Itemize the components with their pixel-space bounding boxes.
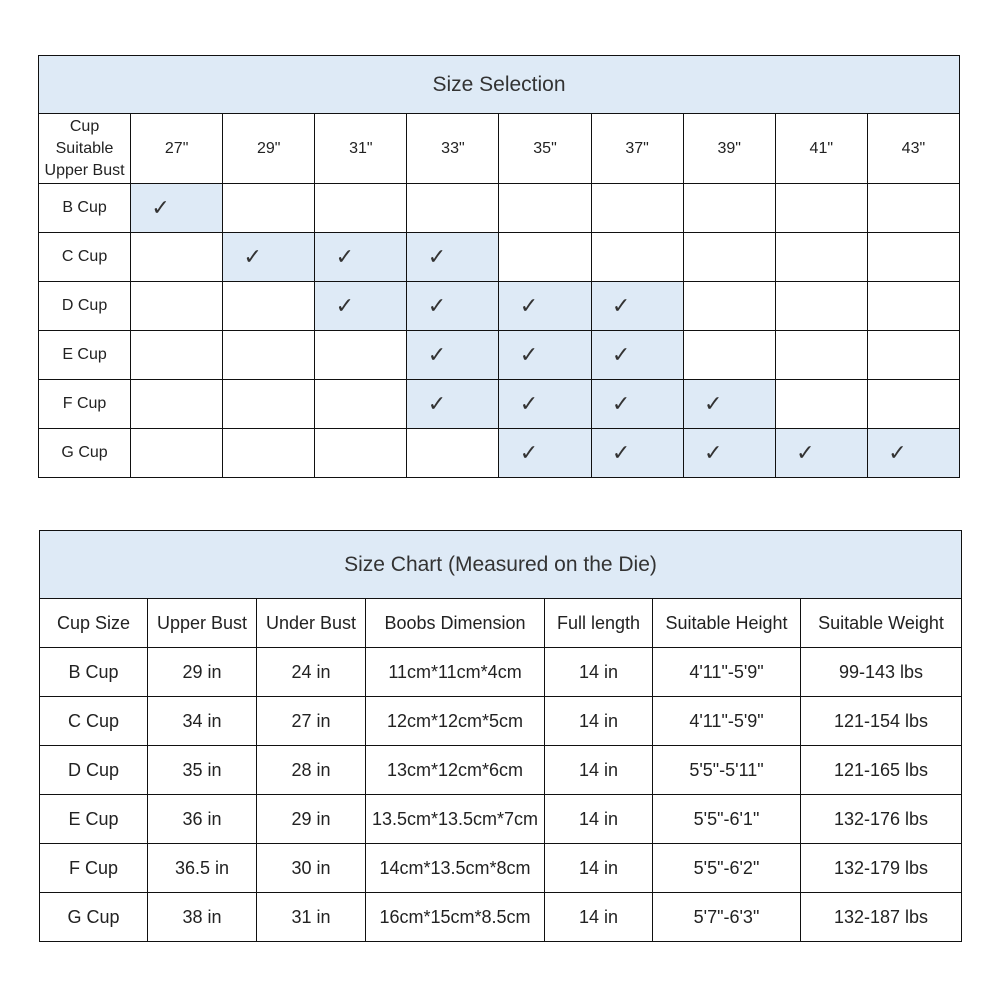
empty-cell <box>683 184 775 233</box>
empty-cell <box>223 282 315 331</box>
empty-cell <box>591 233 683 282</box>
fit-cell <box>499 331 591 380</box>
table-cell: 16cm*15cm*8.5cm <box>366 893 545 942</box>
empty-cell <box>131 282 223 331</box>
table-cell: D Cup <box>40 746 148 795</box>
size-header: 35" <box>499 114 591 184</box>
column-header: Suitable Weight <box>801 599 962 648</box>
table-cell: 132-179 lbs <box>801 844 962 893</box>
size-chart-title: Size Chart (Measured on the Die) <box>40 531 962 599</box>
table-cell: 36 in <box>148 795 257 844</box>
checkmark-icon: ✓ <box>335 244 355 269</box>
empty-cell <box>683 233 775 282</box>
table-cell: 29 in <box>148 648 257 697</box>
checkmark-icon: ✓ <box>519 342 539 367</box>
checkmark-icon: ✓ <box>151 195 170 220</box>
table-cell: 29 in <box>257 795 366 844</box>
table-cell: 14cm*13.5cm*8cm <box>366 844 545 893</box>
size-selection-row <box>39 184 960 233</box>
table-cell: 5'5"-6'1" <box>653 795 801 844</box>
table-cell: G Cup <box>40 893 148 942</box>
empty-cell <box>867 184 959 233</box>
cup-label: F Cup <box>39 380 131 429</box>
empty-cell <box>407 184 499 233</box>
size-header: 39" <box>683 114 775 184</box>
size-header: 31" <box>315 114 407 184</box>
size-selection-row <box>39 429 960 478</box>
empty-cell <box>223 184 315 233</box>
size-header: 27" <box>131 114 223 184</box>
empty-cell <box>223 429 315 478</box>
column-header: Boobs Dimension <box>366 599 545 648</box>
corner-header-line: Suitable <box>55 139 114 157</box>
checkmark-icon: ✓ <box>519 391 539 416</box>
table-cell: 28 in <box>257 746 366 795</box>
cup-label: C Cup <box>39 233 131 282</box>
size-header: 37" <box>591 114 683 184</box>
fit-cell <box>591 282 683 331</box>
corner-header-line: Cup <box>69 117 100 135</box>
empty-cell <box>223 331 315 380</box>
checkmark-icon: ✓ <box>519 293 539 318</box>
table-cell: 132-176 lbs <box>801 795 962 844</box>
checkmark-icon: ✓ <box>611 342 631 367</box>
empty-cell <box>775 380 867 429</box>
cup-upper-bust-header <box>39 114 131 184</box>
cup-label: E Cup <box>39 331 131 380</box>
table-cell: 4'11"-5'9" <box>653 697 801 746</box>
size-selection-row <box>39 331 960 380</box>
fit-cell <box>867 429 959 478</box>
table-cell: 121-154 lbs <box>801 697 962 746</box>
table-cell: 13.5cm*13.5cm*7cm <box>366 795 545 844</box>
empty-cell <box>775 331 867 380</box>
fit-cell <box>315 233 407 282</box>
cup-label: G Cup <box>39 429 131 478</box>
empty-cell <box>315 429 407 478</box>
checkmark-icon: ✓ <box>427 391 447 416</box>
empty-cell <box>499 184 591 233</box>
size-selection-table <box>38 55 960 478</box>
checkmark-icon: ✓ <box>243 244 262 269</box>
size-selection-row <box>39 380 960 429</box>
table-cell: 34 in <box>148 697 257 746</box>
size-chart-table <box>39 530 962 942</box>
checkmark-icon: ✓ <box>519 440 539 465</box>
empty-cell <box>775 184 867 233</box>
fit-cell <box>407 331 499 380</box>
table-cell: B Cup <box>40 648 148 697</box>
size-chart-row <box>40 697 962 746</box>
column-header: Suitable Height <box>653 599 801 648</box>
table-cell: 14 in <box>545 697 653 746</box>
fit-cell <box>315 282 407 331</box>
fit-cell <box>131 184 223 233</box>
empty-cell <box>131 331 223 380</box>
table-cell: 121-165 lbs <box>801 746 962 795</box>
table-cell: 99-143 lbs <box>801 648 962 697</box>
fit-cell <box>407 282 499 331</box>
table-cell: E Cup <box>40 795 148 844</box>
size-chart-header-row <box>40 599 962 648</box>
fit-cell <box>499 429 591 478</box>
size-selection-row <box>39 282 960 331</box>
size-chart-row <box>40 746 962 795</box>
table-cell: 35 in <box>148 746 257 795</box>
fit-cell <box>407 380 499 429</box>
empty-cell <box>131 380 223 429</box>
fit-cell <box>499 380 591 429</box>
checkmark-icon: ✓ <box>611 391 631 416</box>
table-cell: 27 in <box>257 697 366 746</box>
table-cell: 14 in <box>545 844 653 893</box>
empty-cell <box>683 331 775 380</box>
fit-cell <box>591 331 683 380</box>
table-cell: 4'11"-5'9" <box>653 648 801 697</box>
table-cell: 5'5"-5'11" <box>653 746 801 795</box>
table-cell: 132-187 lbs <box>801 893 962 942</box>
empty-cell <box>867 331 959 380</box>
cup-label: B Cup <box>39 184 131 233</box>
column-header: Upper Bust <box>148 599 257 648</box>
empty-cell <box>407 429 499 478</box>
checkmark-icon: ✓ <box>335 293 355 318</box>
table-cell: 11cm*11cm*4cm <box>366 648 545 697</box>
column-header: Under Bust <box>257 599 366 648</box>
checkmark-icon: ✓ <box>703 440 723 465</box>
table-cell: 14 in <box>545 893 653 942</box>
empty-cell <box>315 380 407 429</box>
size-header: 41" <box>775 114 867 184</box>
empty-cell <box>223 380 315 429</box>
corner-header-line: Upper Bust <box>44 161 125 179</box>
size-chart-row <box>40 648 962 697</box>
fit-cell <box>591 429 683 478</box>
cup-label: D Cup <box>39 282 131 331</box>
table-cell: 5'5"-6'2" <box>653 844 801 893</box>
fit-cell <box>499 282 591 331</box>
empty-cell <box>867 233 959 282</box>
size-header: 29" <box>223 114 315 184</box>
table-cell: 12cm*12cm*5cm <box>366 697 545 746</box>
table-cell: 38 in <box>148 893 257 942</box>
table-cell: 36.5 in <box>148 844 257 893</box>
fit-cell <box>683 380 775 429</box>
checkmark-icon: ✓ <box>796 440 815 465</box>
empty-cell <box>315 331 407 380</box>
fit-cell <box>407 233 499 282</box>
table-cell: 5'7"-6'3" <box>653 893 801 942</box>
fit-cell <box>683 429 775 478</box>
fit-cell <box>591 380 683 429</box>
table-cell: 24 in <box>257 648 366 697</box>
size-chart-row <box>40 795 962 844</box>
table-cell: 13cm*12cm*6cm <box>366 746 545 795</box>
empty-cell <box>867 282 959 331</box>
size-chart-row <box>40 844 962 893</box>
table-cell: 14 in <box>545 795 653 844</box>
empty-cell <box>315 184 407 233</box>
checkmark-icon: ✓ <box>427 342 447 367</box>
checkmark-icon: ✓ <box>703 391 723 416</box>
empty-cell <box>591 184 683 233</box>
table-cell: 14 in <box>545 648 653 697</box>
checkmark-icon: ✓ <box>611 440 631 465</box>
empty-cell <box>775 282 867 331</box>
empty-cell <box>683 282 775 331</box>
table-cell: 14 in <box>545 746 653 795</box>
fit-cell <box>775 429 867 478</box>
column-header: Full length <box>545 599 653 648</box>
checkmark-icon: ✓ <box>427 244 447 269</box>
size-selection-header-row <box>39 114 960 184</box>
column-header: Cup Size <box>40 599 148 648</box>
empty-cell <box>775 233 867 282</box>
size-chart-row <box>40 893 962 942</box>
table-cell: 31 in <box>257 893 366 942</box>
size-selection-title: Size Selection <box>39 56 960 114</box>
size-header: 43" <box>867 114 959 184</box>
empty-cell <box>131 429 223 478</box>
table-cell: 30 in <box>257 844 366 893</box>
size-header: 33" <box>407 114 499 184</box>
empty-cell <box>499 233 591 282</box>
empty-cell <box>131 233 223 282</box>
table-cell: F Cup <box>40 844 148 893</box>
fit-cell <box>223 233 315 282</box>
checkmark-icon: ✓ <box>427 293 447 318</box>
empty-cell <box>867 380 959 429</box>
checkmark-icon: ✓ <box>888 440 907 465</box>
table-cell: C Cup <box>40 697 148 746</box>
size-selection-row <box>39 233 960 282</box>
checkmark-icon: ✓ <box>611 293 631 318</box>
